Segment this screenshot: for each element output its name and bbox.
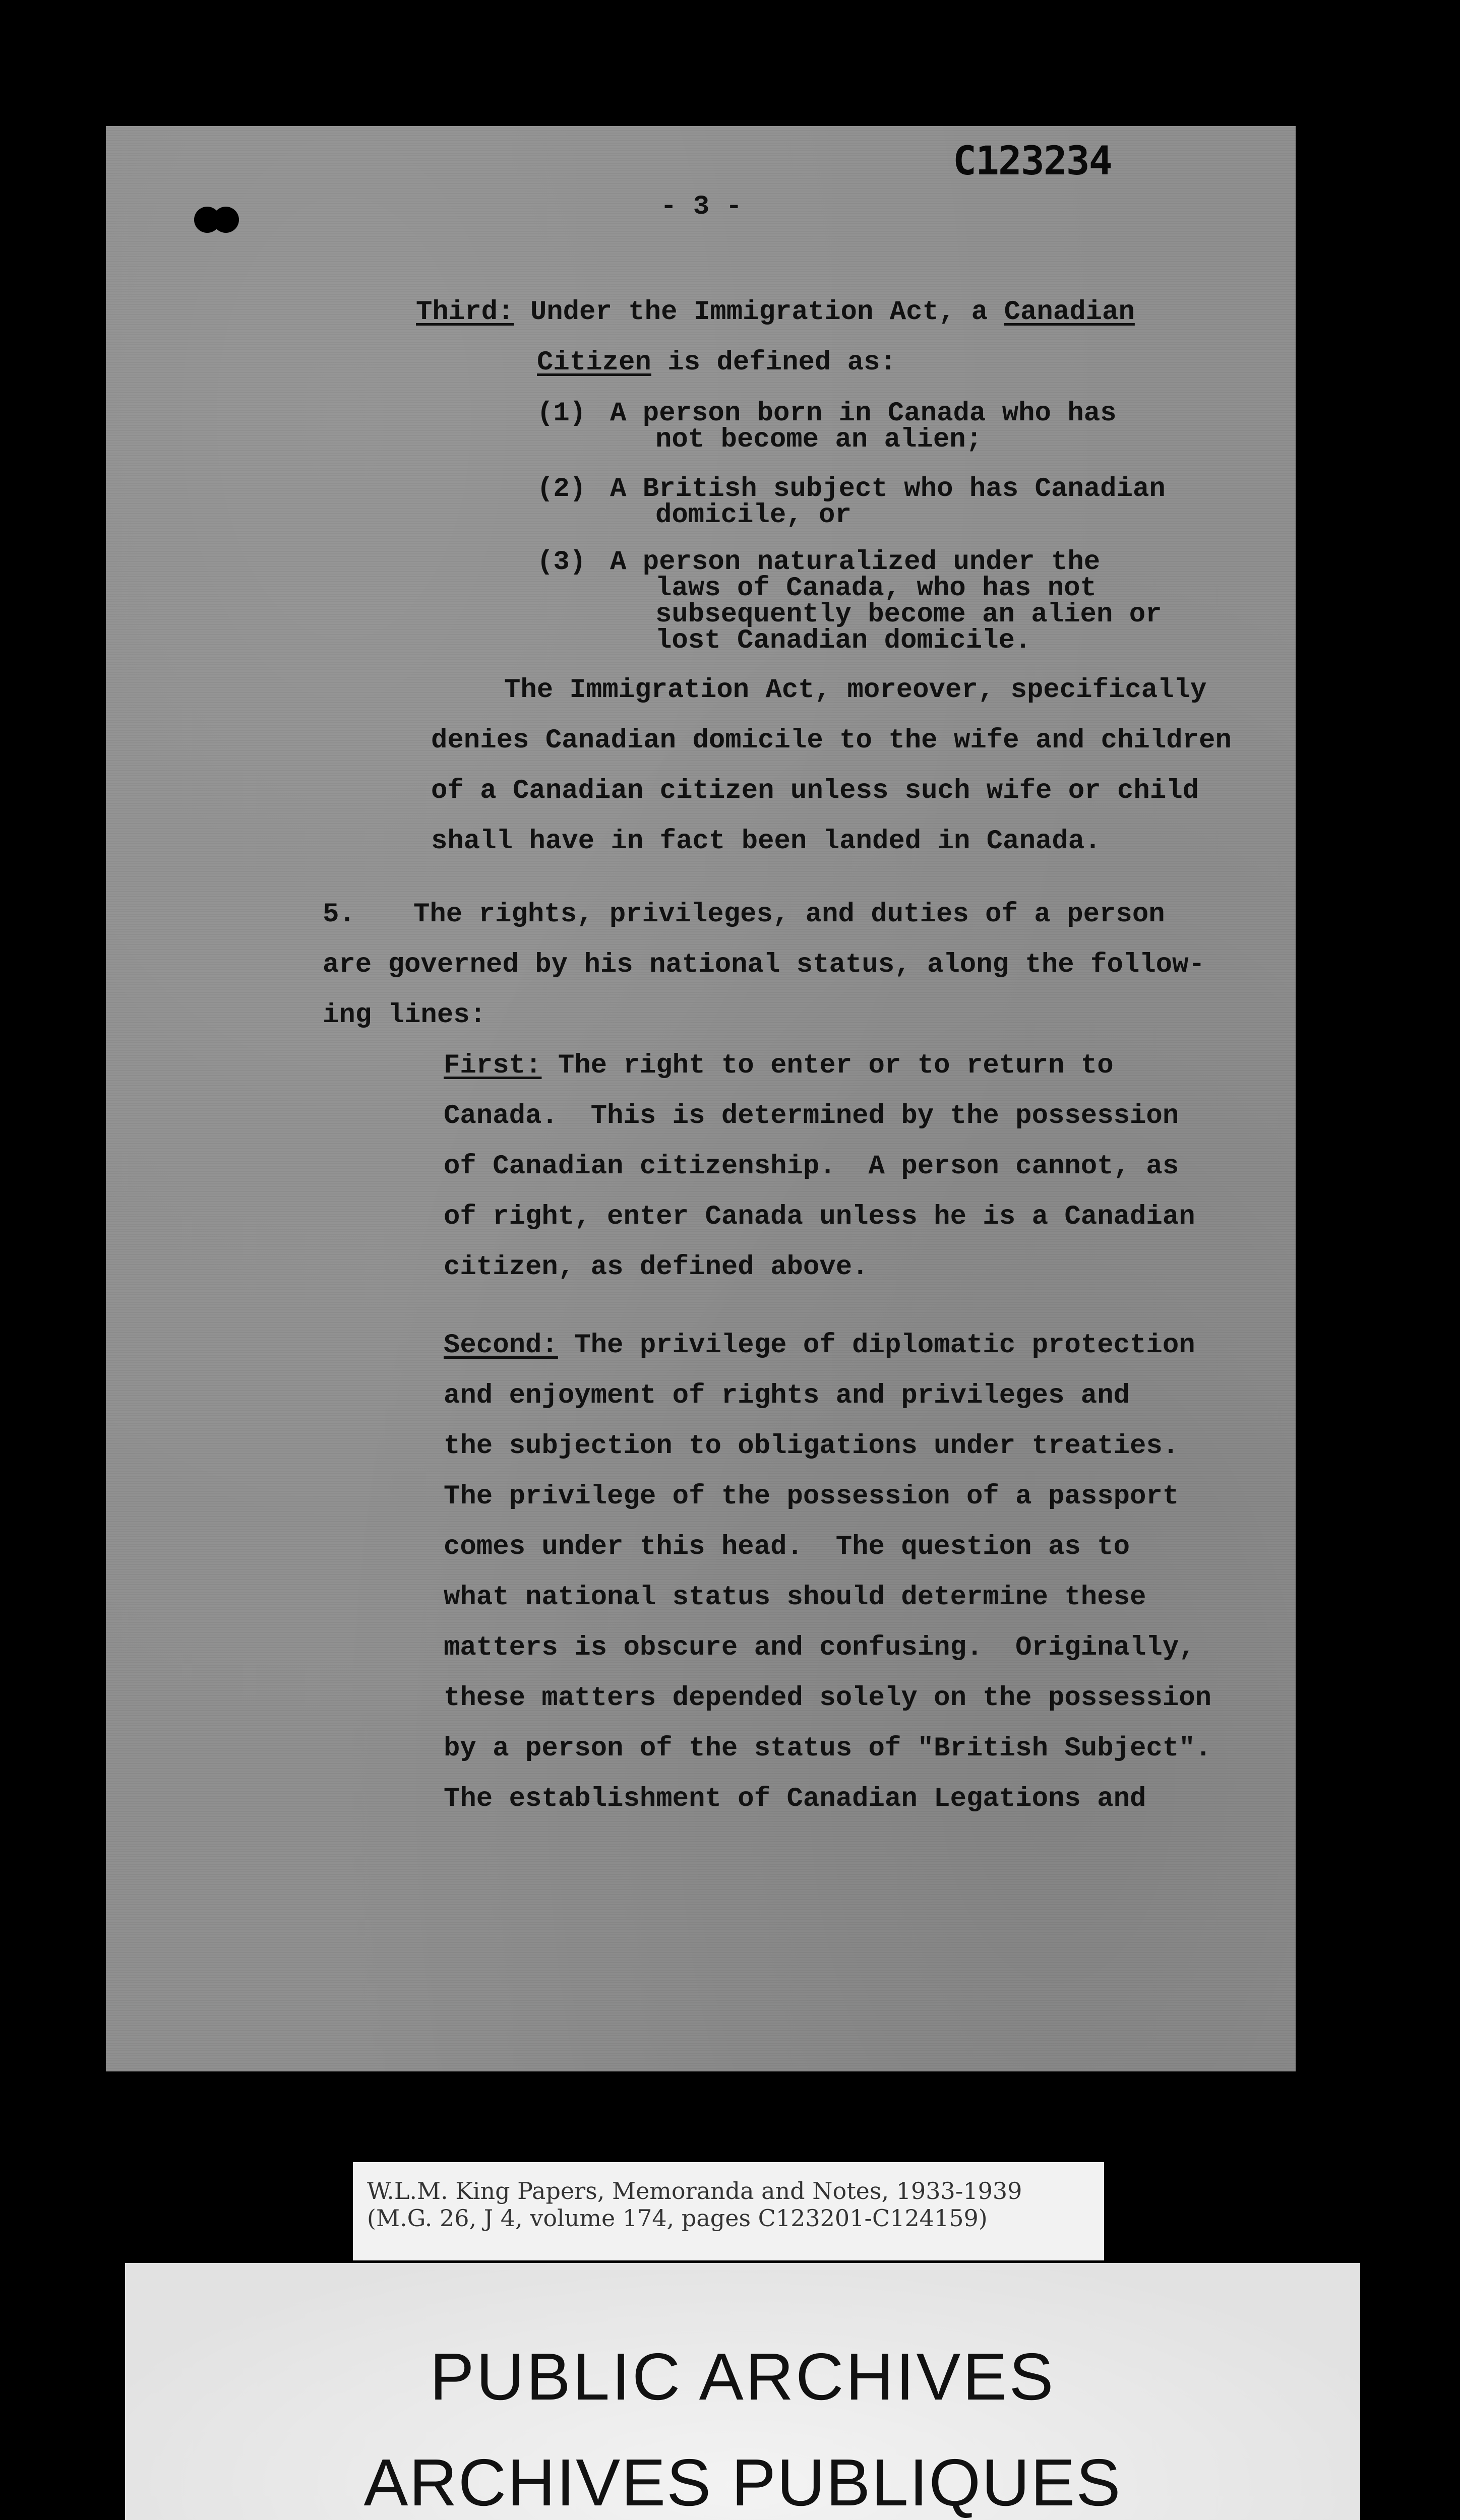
body-line: and enjoyment of rights and privileges and (444, 1380, 1130, 1411)
second-line (444, 1320, 1195, 1371)
body-line: citizen, as defined above. (444, 1252, 869, 1283)
third-intro-line-2 (537, 338, 896, 388)
body-line: these matters depended solely on the possession (444, 1683, 1212, 1714)
body-line: are governed by his national status, along the follow- (323, 950, 1205, 980)
first-label: First: (444, 1050, 542, 1081)
second-text: The privilege of diplomatic protection (558, 1330, 1195, 1361)
third-label: Third: (416, 297, 514, 328)
paragraph-number: 5. (323, 899, 355, 930)
collection-label-line: (M.G. 26, J 4, volume 174, pages C123201-C124159) (367, 2204, 988, 2232)
item-line: A British subject who has Canadian (610, 474, 1166, 505)
archives-card-french: ARCHIVES PUBLIQUES (363, 2445, 1122, 2519)
first-line (444, 1041, 1114, 1091)
body-line: Canada. This is determined by the possession (444, 1101, 1179, 1131)
body-line: denies Canadian domicile to the wife and children (431, 725, 1232, 756)
item-number: (3) (537, 547, 586, 578)
body-line: matters is obscure and confusing. Originally, (444, 1632, 1195, 1663)
item-line: A person born in Canada who has (610, 398, 1117, 429)
page-number: - 3 - (660, 192, 743, 222)
archives-card-english: PUBLIC ARCHIVES (430, 2340, 1056, 2414)
item-line: lost Canadian domicile. (655, 625, 1031, 656)
body-line: of right, enter Canada unless he is a Canadian (444, 1202, 1195, 1232)
body-line: ing lines: (323, 1000, 486, 1031)
document-page (106, 126, 1296, 2071)
second-label: Second: (444, 1330, 558, 1361)
archives-card (125, 2263, 1360, 2520)
collection-label-line: W.L.M. King Papers, Memoranda and Notes, 1933-1939 (367, 2177, 1022, 2204)
item-line: domicile, or (655, 500, 851, 531)
collection-label (353, 2162, 1104, 2260)
body-line: what national status should determine these (444, 1582, 1146, 1613)
body-line: of Canadian citizenship. A person cannot, as (444, 1151, 1179, 1182)
third-intro-1: Under the Immigration Act, a (514, 297, 1004, 328)
body-line: The Immigration Act, moreover, specifically (504, 675, 1207, 706)
item-line: A person naturalized under the (610, 547, 1101, 578)
body-line: by a person of the status of "British Subject". (444, 1733, 1212, 1764)
body-line: shall have in fact been landed in Canada. (431, 826, 1101, 857)
archive-stamp: C123234 (953, 139, 1112, 184)
body-line: comes under this head. The question as to (444, 1532, 1130, 1562)
item-number: (2) (537, 474, 586, 505)
body-line: The privilege of the possession of a passport (444, 1481, 1179, 1512)
body-line: The rights, privileges, and duties of a person (413, 899, 1165, 930)
item-line: subsequently become an alien or (655, 599, 1162, 630)
term-canadian: Canadian (1004, 297, 1135, 328)
body-line: of a Canadian citizen unless such wife or child (431, 776, 1199, 806)
body-line: the subjection to obligations under treaties. (444, 1431, 1179, 1462)
item-number: (1) (537, 398, 586, 429)
third-intro-2: is defined as: (651, 347, 896, 378)
body-line: The establishment of Canadian Legations and (444, 1784, 1146, 1814)
term-citizen: Citizen (537, 347, 651, 378)
first-text: The right to enter or to return to (541, 1050, 1114, 1081)
punch-hole (213, 207, 239, 233)
item-line: laws of Canada, who has not (655, 573, 1097, 604)
item-line: not become an alien; (655, 424, 983, 455)
third-intro-line (416, 287, 1135, 338)
